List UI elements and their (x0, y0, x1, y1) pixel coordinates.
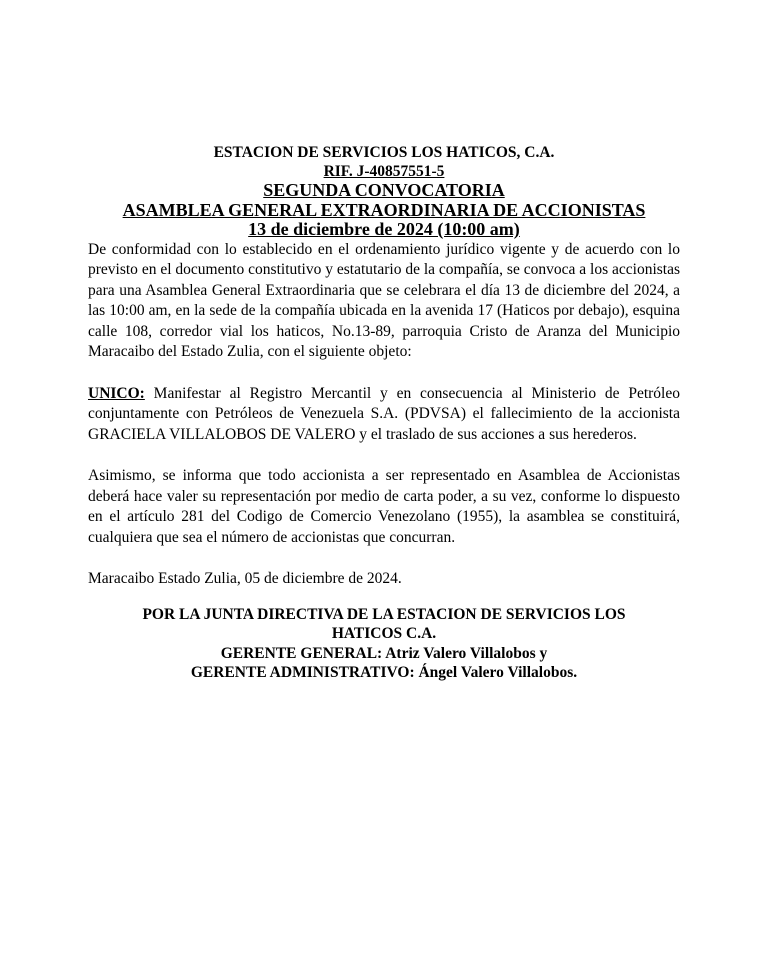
spacer (88, 363, 680, 384)
meeting-date-text: 13 de diciembre de 2024 (10:00 am) (248, 219, 520, 239)
unico-label: UNICO: (88, 384, 145, 402)
asamblea-text: ASAMBLEA GENERAL EXTRAORDINARIA DE ACCIONISTAS (122, 199, 646, 220)
spacer (88, 445, 680, 466)
unico-paragraph (88, 384, 680, 446)
rif-line (88, 162, 680, 181)
document-page (88, 143, 680, 683)
asimismo-paragraph: Asimismo, se informa que todo accionista a ser representado en Asamblea de Accionistas deberá hace valer su representación por medio de carta poder, a su vez, conforme lo dispuesto en el artículo 281 del Codigo de Comercio Venezolano (1955), la asamblea se constituirá, cualquiera que sea el número de accionistas que concurran. (88, 467, 680, 546)
convocatoria-text: SEGUNDA CONVOCATORIA (263, 180, 505, 200)
signature-board: POR LA JUNTA DIRECTIVA DE LA ESTACION DE SERVICIOS LOS HATICOS C.A. (142, 605, 626, 643)
intro-paragraph: De conformidad con lo establecido en el ordenamiento jurídico vigente y de acuerdo con lo previsto en el documento constitutivo y estatutario de la compañía, se convoca a los accionistas para una Asamblea General Extraordinaria que se celebrara el día 13 de diciembre del 2024, a las 10:00 am, en la sede de la compañía ubicada en la avenida 17 (Haticos por debajo), esquina calle 108, corredor vial los haticos, No.13-89, parroquia Cristo de Aranza del Municipio Maracaibo del Estado Zulia, con el siguiente objeto: (88, 240, 680, 361)
spacer (88, 548, 680, 569)
convocatoria-title (88, 181, 680, 201)
asamblea-title (88, 201, 680, 221)
signature-admin-manager: GERENTE ADMINISTRATIVO: Ángel Valero Villalobos. (190, 664, 578, 682)
rif-number: RIF. J-40857551-5 (323, 163, 445, 180)
company-name: ESTACION DE SERVICIOS LOS HATICOS, C.A. (213, 144, 555, 161)
unico-text: Manifestar al Registro Mercantil y en consecuencia al Ministerio de Petróleo conjuntamente con Petróleos de Venezuela S.A. (PDVSA) el fallecimiento de la accionista GRACIELA VILLALOBOS DE VALERO y el traslado de sus acciones a sus herederos. (88, 384, 680, 443)
place-date: Maracaibo Estado Zulia, 05 de diciembre de 2024. (88, 570, 402, 587)
meeting-date (88, 220, 680, 240)
signature-general-manager: GERENTE GENERAL: Atriz Valero Villalobos y (220, 644, 548, 662)
signature-block (88, 605, 680, 683)
